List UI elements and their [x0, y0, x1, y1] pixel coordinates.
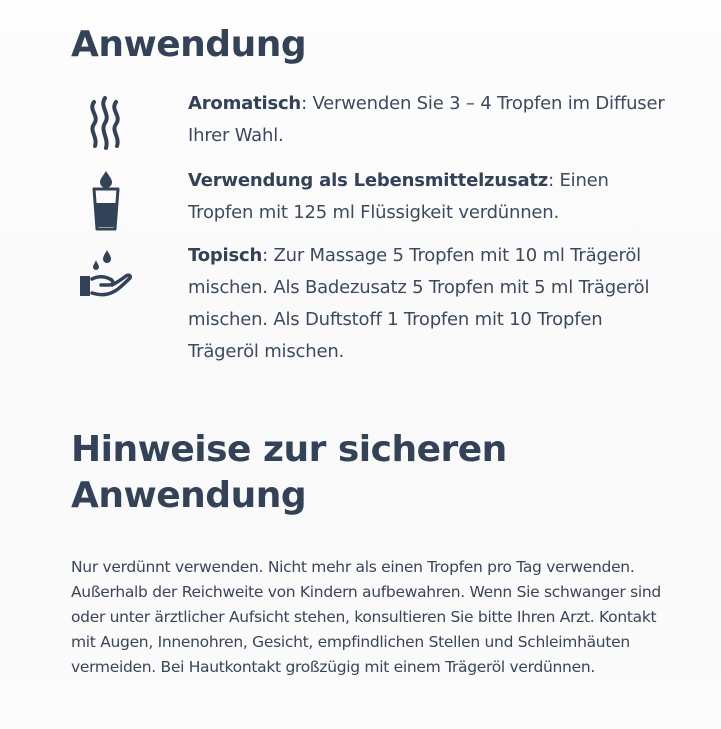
steam-icon	[74, 94, 134, 154]
usage-text-food	[188, 165, 668, 229]
usage-title: Anwendung	[71, 24, 307, 65]
hand-drop-icon	[74, 246, 134, 306]
water-glass-icon	[74, 169, 134, 229]
safety-body-text: Nur verdünnt verwenden. Nicht mehr als einen Tropfen pro Tag verwenden. Außerhalb der Reichweite von Kindern aufbewahren. Wenn Sie schwanger sind oder unter ärztlicher Aufsicht stehen, konsultieren Sie bitte Ihren Arzt. Kontakt mit Augen, Innenohren, Gesicht, empfindlichen Stellen und Schleimhäuten vermeiden. Bei Hautkontakt großzügig mit einem Trägeröl verdünnen.	[71, 557, 661, 676]
usage-label-aromatic: Aromatisch	[188, 93, 302, 114]
usage-text-topical	[188, 240, 668, 368]
usage-label-food: Verwendung als Lebensmittelzusatz	[188, 170, 549, 191]
safety-title: Hinweise zur sicheren Anwendung	[71, 429, 507, 516]
usage-desc-food: : Einen Tropfen mit 125 ml Flüssigkeit verdünnen.	[188, 170, 609, 223]
usage-text-aromatic	[188, 88, 668, 152]
usage-desc-topical: : Zur Massage 5 Tropfen mit 10 ml Trägeröl mischen. Als Badezusatz 5 Tropfen mit 5 ml Trägeröl mischen. Als Duftstoff 1 Tropfen mit 10 Tropfen Trägeröl mischen.	[188, 245, 650, 362]
usage-desc-aromatic: : Verwenden Sie 3 – 4 Tropfen im Diffuser Ihrer Wahl.	[188, 93, 665, 146]
usage-label-topical: Topisch	[188, 245, 263, 266]
